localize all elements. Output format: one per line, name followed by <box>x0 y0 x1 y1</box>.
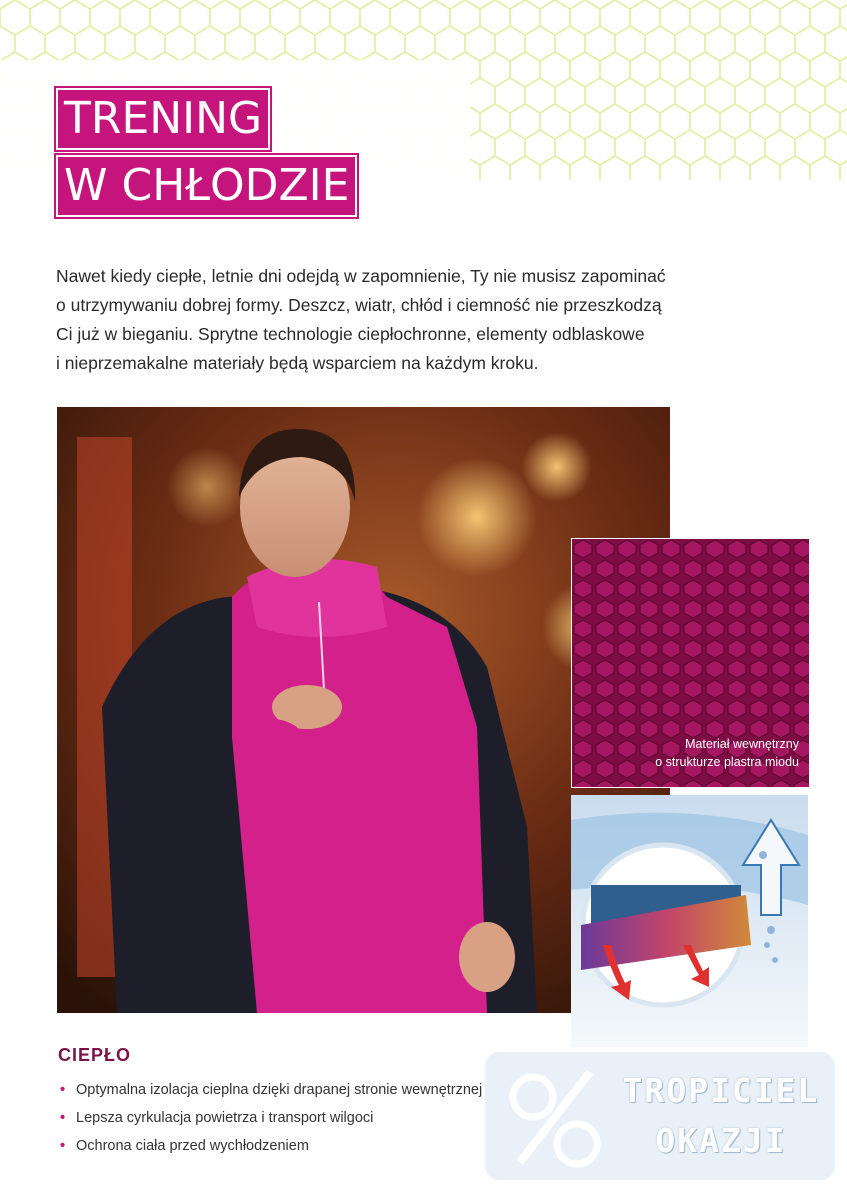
swatch-caption-line: Materiał wewnętrzny <box>685 737 799 751</box>
intro-line: i nieprzemakalne materiały będą wsparciem na każdym kroku. <box>56 353 539 373</box>
list-item-text: Optymalna izolacja cieplna dzięki drapanej stronie wewnętrznej <box>76 1082 483 1098</box>
percent-logo-icon <box>495 1052 615 1180</box>
bullet-icon: • <box>60 1082 66 1098</box>
list-item <box>58 1136 498 1156</box>
intro-line: Nawet kiedy ciepłe, letnie dni odejdą w zapomnienie, Ty nie musisz zapominać <box>56 266 666 286</box>
swatch-caption-line: o strukturze plastra miodu <box>655 755 799 769</box>
watermark <box>485 1052 835 1180</box>
list-item-text: Lepsza cyrkulacja powietrza i transport wilgoci <box>76 1110 374 1126</box>
intro-line: Ci już w bieganiu. Sprytne technologie ciepłochronne, elementy odblaskowe <box>56 324 645 344</box>
feature-list <box>58 1080 498 1164</box>
bullet-icon: • <box>60 1138 66 1154</box>
page-title-line-1: TRENING <box>56 88 270 150</box>
intro-line: o utrzymywaniu dobrej formy. Deszcz, wiatr, chłód i ciemność nie przeszkodzą <box>56 295 662 315</box>
list-item-text: Ochrona ciała przed wychłodzeniem <box>76 1138 309 1154</box>
section-title: CIEPŁO <box>58 1045 132 1065</box>
watermark-line: OKAZJI <box>655 1121 787 1160</box>
bullet-icon: • <box>60 1110 66 1126</box>
watermark-line: TROPICIEL <box>622 1071 820 1110</box>
swatch-caption <box>655 735 799 771</box>
list-item <box>58 1080 498 1100</box>
fabric-swatch <box>571 538 810 788</box>
intro-paragraph <box>56 262 796 378</box>
watermark-text <box>611 1066 831 1166</box>
moisture-diagram <box>571 795 808 1047</box>
page-title-line-2: W CHŁODZIE <box>56 155 357 217</box>
list-item <box>58 1108 498 1128</box>
